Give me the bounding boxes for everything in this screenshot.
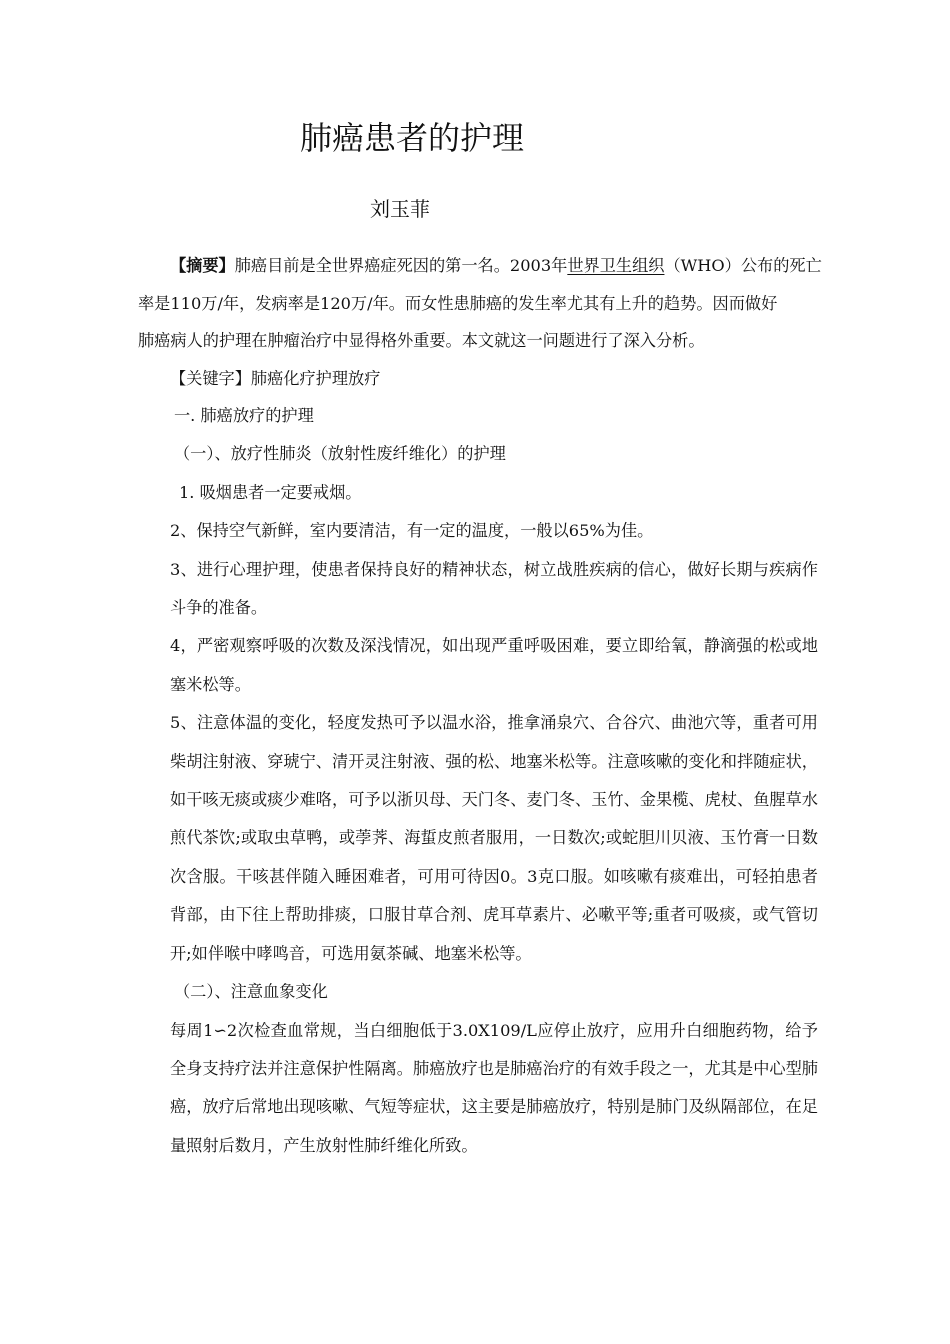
document-body (138, 247, 822, 1165)
subsection-heading-1: （一）、放疗性肺炎（放射性废纤维化）的护理 (174, 444, 506, 464)
abstract-text-start: 肺癌目前是全世界癌症死因的第一名。2003年 (234, 256, 568, 275)
list-item-3: 3、进行心理护理，使患者保持良好的精神状态，树立战胜疾病的信心，做好长期与疾病作斗争的准备。 (170, 559, 818, 618)
abstract-label: 【摘要】 (170, 256, 235, 275)
who-link[interactable]: 世界卫生组织 (567, 256, 665, 275)
author-name: 刘玉菲 (370, 197, 430, 221)
list-item-4: 4，严密观察呼吸的次数及深浅情况，如出现严重呼吸困难，要立即给氧，静滴强的松或地塞米松等。 (170, 636, 818, 694)
abstract (138, 247, 822, 360)
section-heading-1: 一. 肺癌放疗的护理 (174, 406, 314, 425)
final-paragraph: 每周1∽2次检查血常规，当白细胞低于3.0X109/L应停止放疗，应用升白细胞药物，给予全身支持疗法并注意保护性隔离。肺癌放疗也是肺癌治疗的有效手段之一，尤其是中心型肺癌，放疗后常地出现咳嗽、气短等症状，这主要是肺癌放疗，特别是肺门及纵隔部位，在足量照射后数月，产生放射性肺纤维化所致。 (170, 1020, 818, 1155)
abstract-line-1 (138, 247, 822, 285)
abstract-line-2: 率是110万/年，发病率是120万/年。而女性患肺癌的发生率尤其有上升的趋势。因而做好 (138, 293, 778, 313)
list-item-2: 2、保持空气新鲜，室内要清洁，有一定的温度，一般以65%为佳。 (170, 521, 654, 541)
abstract-line-3: 肺癌病人的护理在肿瘤治疗中显得格外重要。本文就这一问题进行了深入分析。 (138, 331, 705, 350)
subsection-heading-2: （二）、注意血象变化 (174, 982, 328, 1002)
abstract-text-who: （WHO）公布的死亡 (664, 256, 822, 275)
document-title: 肺癌患者的护理 (300, 119, 525, 157)
list-item-5: 5、注意体温的变化，轻度发热可予以温水浴，推拿涌泉穴、合谷穴、曲池穴等，重者可用柴胡注射液、穿琥宁、清开灵注射液、强的松、地塞米松等。注意咳嗽的变化和拌随症状，如干咳无痰或痰少难咯，可予以浙贝母、天门冬、麦门冬、玉竹、金果榄、虎杖、鱼腥草水煎代茶饮;或取虫草鸭，或荸荠、海蜇皮煎者服用，一日数次;或蛇胆川贝液、玉竹膏一日数次含服。干咳甚伴随入睡困难者，可用可待因0。3克口服。如咳嗽有痰难出，可轻拍患者背部，由下往上帮助排痰，口服甘草合剂、虎耳草素片、必嗽平等;重者可吸痰，或气管切开;如伴喉中哮鸣音，可选用氨茶碱、地塞米松等。 (170, 713, 818, 963)
keywords: 【关键字】肺癌化疗护理放疗 (170, 368, 381, 388)
list-item-1: 1. 吸烟患者一定要戒烟。 (179, 482, 362, 502)
